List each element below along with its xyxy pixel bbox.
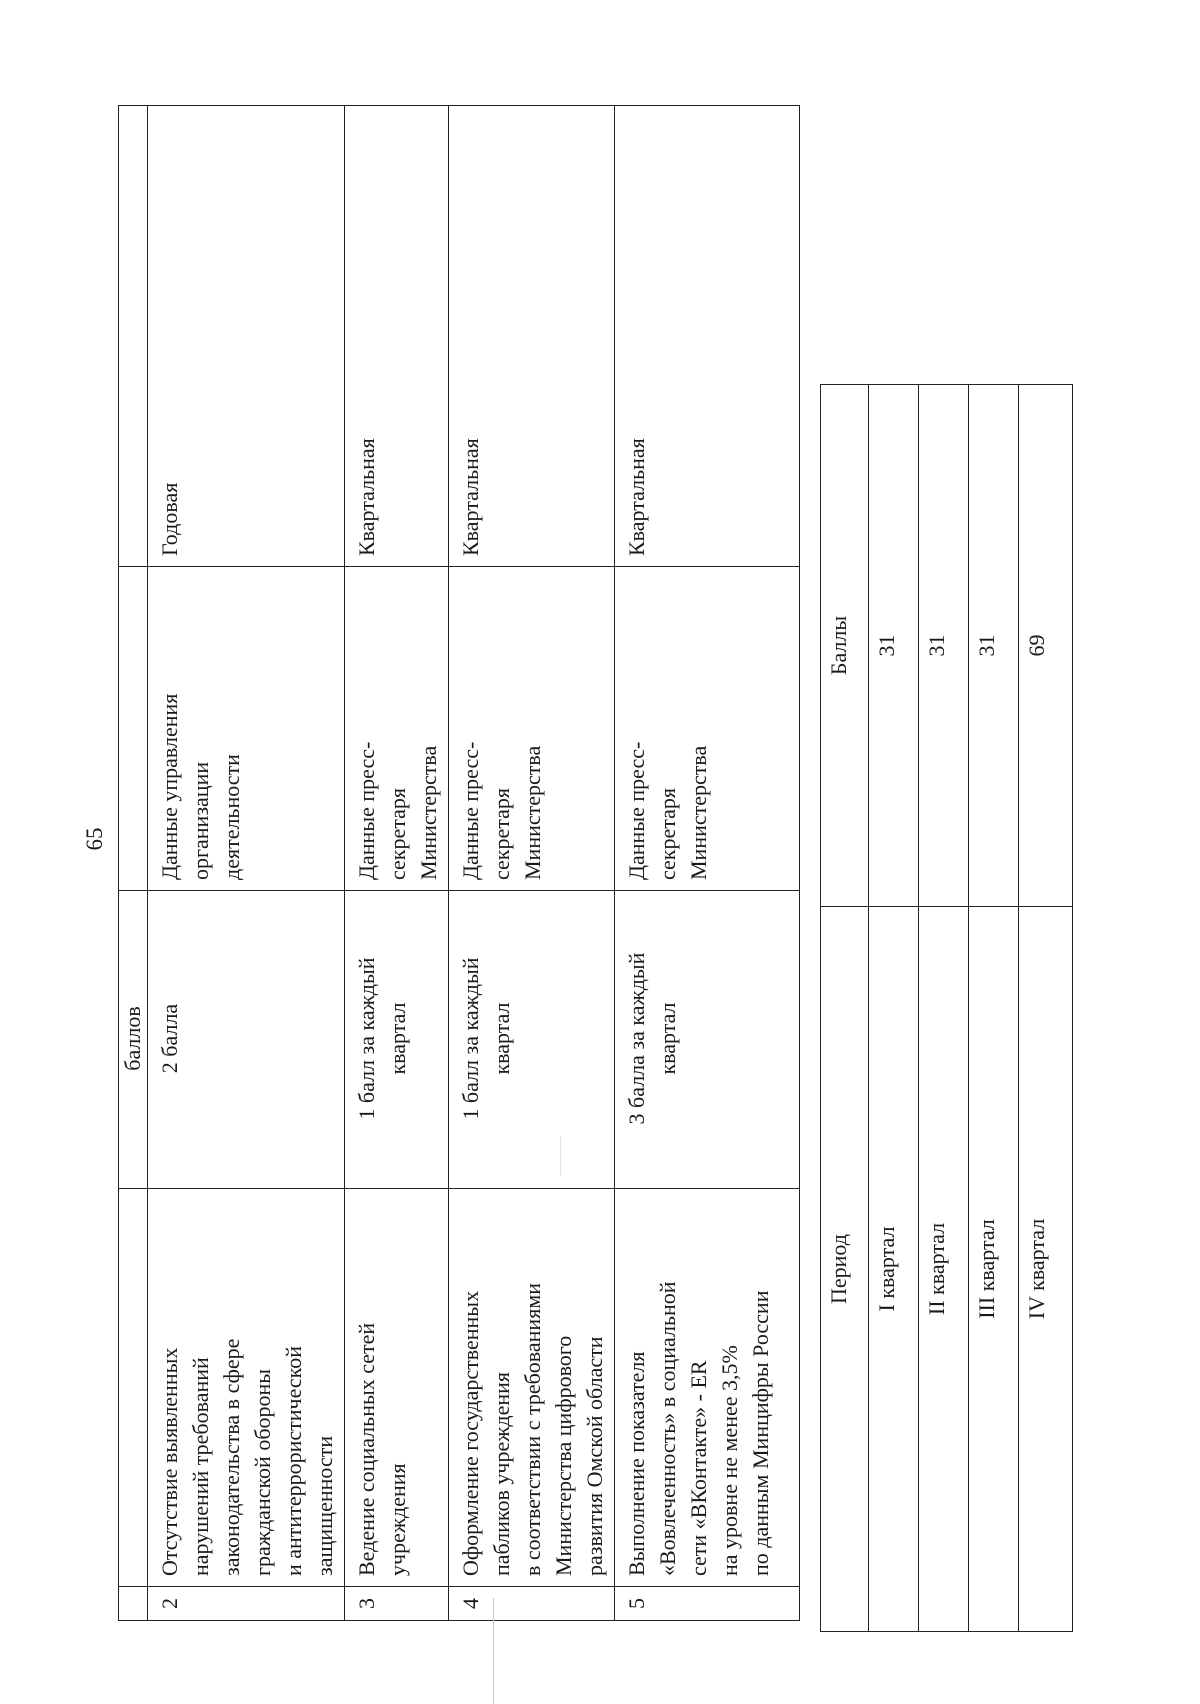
table-row [1019, 385, 1073, 1632]
page-number: 65 [82, 827, 107, 851]
row-number: 2 [157, 1598, 182, 1609]
criteria-table [118, 105, 800, 1621]
row-source: Данные пресс- секретаря Министерства [458, 741, 545, 880]
header-period: Период [826, 1234, 851, 1304]
criteria-table-header [119, 106, 148, 1621]
row-points: 1 балл за каждый квартал [354, 957, 410, 1120]
row-indicator: Отсутствие выявленных нарушений требований законодательства в сфере гражданской обороны и антитеррористической защищенности [157, 1338, 337, 1576]
table-row [919, 385, 969, 1632]
row-frequency: Квартальная [624, 438, 649, 556]
row-frequency: Годовая [157, 482, 182, 556]
header-number-cell [119, 1587, 148, 1621]
header-points-cell: баллов [119, 891, 148, 1189]
row-source: Данные пресс- секретаря Министерства [354, 741, 441, 880]
row-points: 3 балла за каждый квартал [624, 952, 680, 1125]
period-points: 31 [924, 634, 949, 657]
table-row [869, 385, 919, 1632]
row-number: 5 [624, 1598, 649, 1609]
period-points: 31 [874, 634, 899, 657]
header-frequency-cell [119, 106, 148, 567]
period-label: III квартал [974, 1219, 999, 1319]
period-label: II квартал [924, 1222, 949, 1316]
table-row [345, 106, 449, 1621]
row-frequency: Квартальная [458, 438, 483, 556]
header-source-cell [119, 567, 148, 891]
row-indicator: Ведение социальных сетей учреждения [354, 1322, 410, 1576]
header-points: Баллы [826, 615, 851, 676]
period-table-header [821, 385, 869, 1632]
row-frequency: Квартальная [354, 438, 379, 556]
row-points: 1 балл за каждый квартал [458, 957, 514, 1120]
row-number: 3 [354, 1598, 379, 1609]
table-row [449, 106, 615, 1621]
period-label: IV квартал [1024, 1218, 1049, 1320]
row-number: 4 [458, 1598, 483, 1609]
header-indicator-cell [119, 1189, 148, 1587]
period-points-table [820, 384, 1073, 1632]
scan-artifact-line [493, 1598, 494, 1704]
table-row [615, 106, 800, 1621]
row-indicator: Выполнение показателя «Вовлеченность» в социальной сети «ВКонтакте» - ER на уровне не менее 3,5% по данным Минцифры России [624, 1281, 773, 1576]
table-row [969, 385, 1019, 1632]
scan-artifact-line [560, 1136, 561, 1176]
period-points: 69 [1024, 634, 1049, 657]
row-source: Данные пресс- секретаря Министерства [624, 741, 711, 880]
row-source: Данные управления организации деятельности [157, 693, 244, 880]
row-indicator: Оформление государственных пабликов учреждения в соответствии с требованиями Министерства цифрового развития Омской области [458, 1282, 607, 1576]
table-row [148, 106, 345, 1621]
period-points: 31 [974, 634, 999, 657]
period-label: I квартал [874, 1226, 899, 1312]
row-points: 2 балла [157, 1003, 182, 1074]
